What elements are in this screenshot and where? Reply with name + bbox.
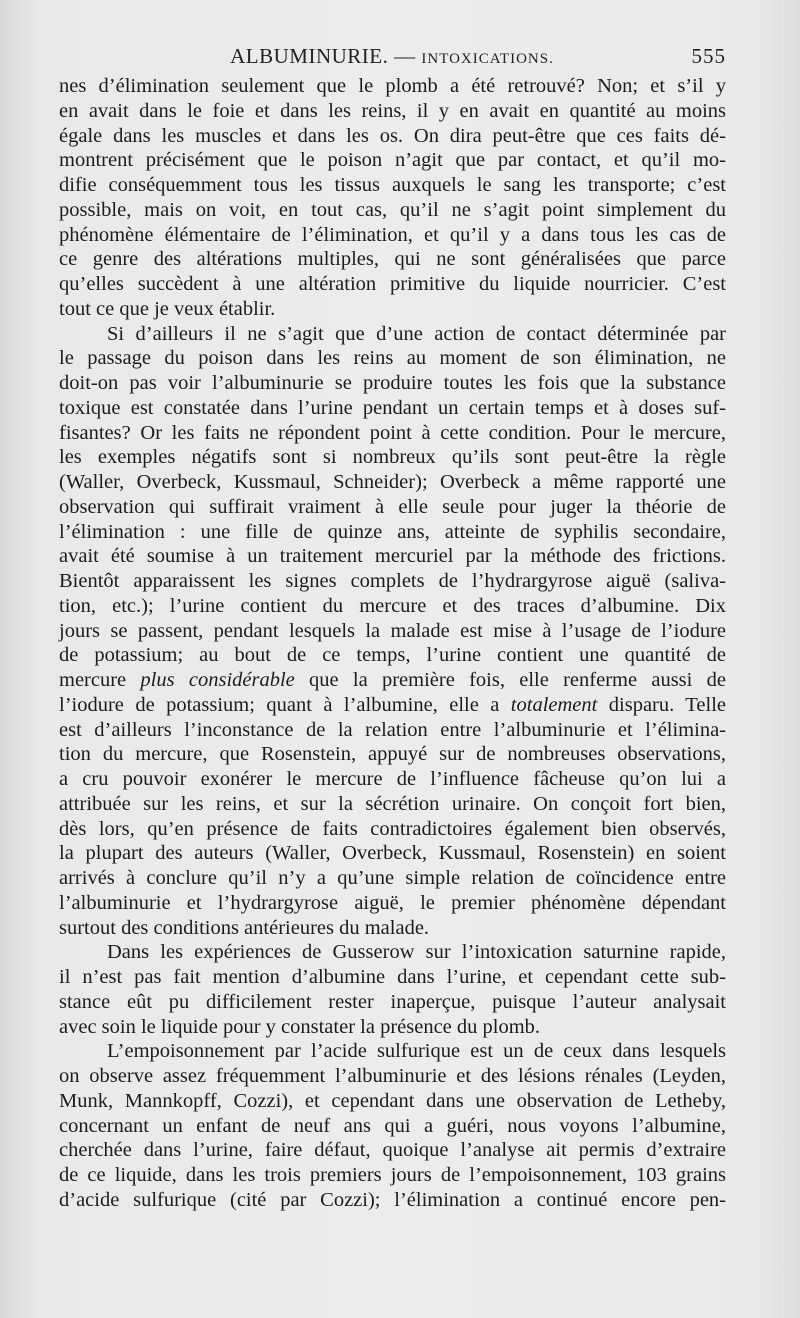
text-line: on observe assez fréquemment l’albuminurie et des lésions rénales (Leyden, xyxy=(59,1065,726,1087)
running-head xyxy=(58,44,726,69)
text-line: jours se passent, pendant lesquels la malade est mise à l’usage de l’iodure xyxy=(59,619,726,642)
text-line: l’iodure de potassium; quant à l’albumine, elle a totalement disparu. Telle xyxy=(59,693,726,716)
text-line: tout ce que je veux établir. xyxy=(59,297,276,320)
text-line: l’élimination : une fille de quinze ans, atteinte de syphilis secondaire, xyxy=(59,520,726,543)
text-line: montrent précisément que le poison n’agit que par contact, et qu’il mo- xyxy=(59,149,726,172)
text-line: les exemples négatifs sont si nombreux qu’ils sont peut-être la règle xyxy=(59,446,726,469)
text-line: d’acide sulfurique (cité par Cozzi); l’élimination a continué encore pen- xyxy=(59,1188,726,1211)
text-line: difie conséquemment tous les tissus auxquels le sang les transporte; c’est xyxy=(59,174,726,196)
running-head-dash: — xyxy=(394,44,416,68)
text-line: tion du mercure, que Rosenstein, appuyé sur de nombreuses observations, xyxy=(59,743,726,766)
page-header xyxy=(58,40,726,74)
text-line: égale dans les muscles et dans les os. On dira peut-être que ces faits dé- xyxy=(59,124,726,147)
emphasis-text: plus considérable xyxy=(140,669,295,691)
text-line: Si d’ailleurs il ne s’agit que d’une action de contact déterminée par xyxy=(107,322,726,345)
text-line: phénomène élémentaire de l’élimination, et qu’il y a dans tous les cas de xyxy=(59,223,726,246)
text-line: tion, etc.); l’urine contient du mercure et des traces d’albumine. Dix xyxy=(59,594,726,617)
running-head-title: ALBUMINURIE. xyxy=(230,44,389,68)
text-line: de ce liquide, dans les trois premiers jours de l’empoisonnement, 103 grains xyxy=(59,1164,726,1186)
text-line: dès lors, qu’en présence de faits contradictoires également bien observés, xyxy=(59,817,726,840)
text-line: possible, mais on voit, en tout cas, qu’il ne s’agit point simplement du xyxy=(59,198,726,221)
text-line: cherchée dans l’urine, faire défaut, quoique l’analyse ait permis d’extraire xyxy=(59,1139,726,1162)
text-line: la plupart des auteurs (Waller, Overbeck, Kussmaul, Rosenstein) en soient xyxy=(59,842,726,865)
text-line: le passage du poison dans les reins au moment de son élimination, ne xyxy=(59,347,726,370)
text-line: en avait dans le foie et dans les reins, il y en avait en quantité au moins xyxy=(59,99,726,122)
text-line: a cru pouvoir exonérer le mercure de l’influence fâcheuse qu’on lui a xyxy=(59,768,726,790)
text-block xyxy=(59,74,726,1213)
emphasis-text: totalement xyxy=(510,693,598,716)
text-line: ce genre des altérations multiples, qui ne sont généralisées que parce xyxy=(59,248,726,271)
text-line: Bientôt apparaissent les signes complets de l’hydrargyrose aiguë (saliva- xyxy=(59,570,726,592)
text-line: il n’est pas fait mention d’albumine dans l’urine, et cependant cette sub- xyxy=(59,966,726,988)
text-line: stance eût pu difficilement rester inaperçue, puisque l’auteur analysait xyxy=(59,990,726,1013)
text-line: arrivés à conclure qu’il n’y a qu’une simple relation de coïncidence entre xyxy=(59,867,726,889)
text-line: doit-on pas voir l’albuminurie se produire toutes les fois que la substance xyxy=(59,372,726,394)
text-line: Dans les expériences de Gusserow sur l’intoxication saturnine rapide, xyxy=(107,941,726,964)
text-line: avec soin le liquide pour y constater la présence du plomb. xyxy=(59,1015,541,1038)
page-number: 555 xyxy=(691,44,726,68)
text-line: L’empoisonnement par l’acide sulfurique est un de ceux dans lesquels xyxy=(107,1040,726,1063)
text-line: fisantes? Or les faits ne répondent point à cette condition. Pour le mercure, xyxy=(59,421,726,444)
text-line: avait été soumise à un traitement mercuriel par la méthode des frictions. xyxy=(59,545,726,568)
text-line: qu’elles succèdent à une altération primitive du liquide nourricier. C’est xyxy=(59,273,726,295)
text-line: l’albuminurie et l’hydrargyrose aiguë, le premier phénomène dépendant xyxy=(59,891,726,914)
text-line: attribuée sur les reins, et sur la sécrétion urinaire. On conçoit fort bien, xyxy=(59,792,726,815)
text-line: (Waller, Overbeck, Kussmaul, Schneider); Overbeck a même rapporté une xyxy=(59,471,726,493)
running-head-subtitle: INTOXICATIONS. xyxy=(421,51,554,67)
text-line: surtout des conditions antérieures du malade. xyxy=(59,916,430,939)
text-line: concernant un enfant de neuf ans qui a guéri, nous voyons l’albumine, xyxy=(59,1114,726,1137)
text-line: toxique est constatée dans l’urine pendant un certain temps et à doses suf- xyxy=(59,396,726,419)
text-line: observation qui suffirait vraiment à elle seule pour juger la théorie de xyxy=(59,495,726,518)
text-line: mercure plus considérable que la première fois, elle renferme aussi de xyxy=(59,669,726,691)
text-line: de potassium; au bout de ce temps, l’urine contient une quantité de xyxy=(59,644,726,667)
body-text xyxy=(59,74,726,1213)
text-line: Munk, Mannkopff, Cozzi), et cependant dans une observation de Letheby, xyxy=(59,1089,726,1112)
text-line: est d’ailleurs l’inconstance de la relation entre l’albuminurie et l’élimina- xyxy=(59,718,726,741)
text-line: nes d’élimination seulement que le plomb a été retrouvé? Non; et s’il y xyxy=(59,75,726,97)
